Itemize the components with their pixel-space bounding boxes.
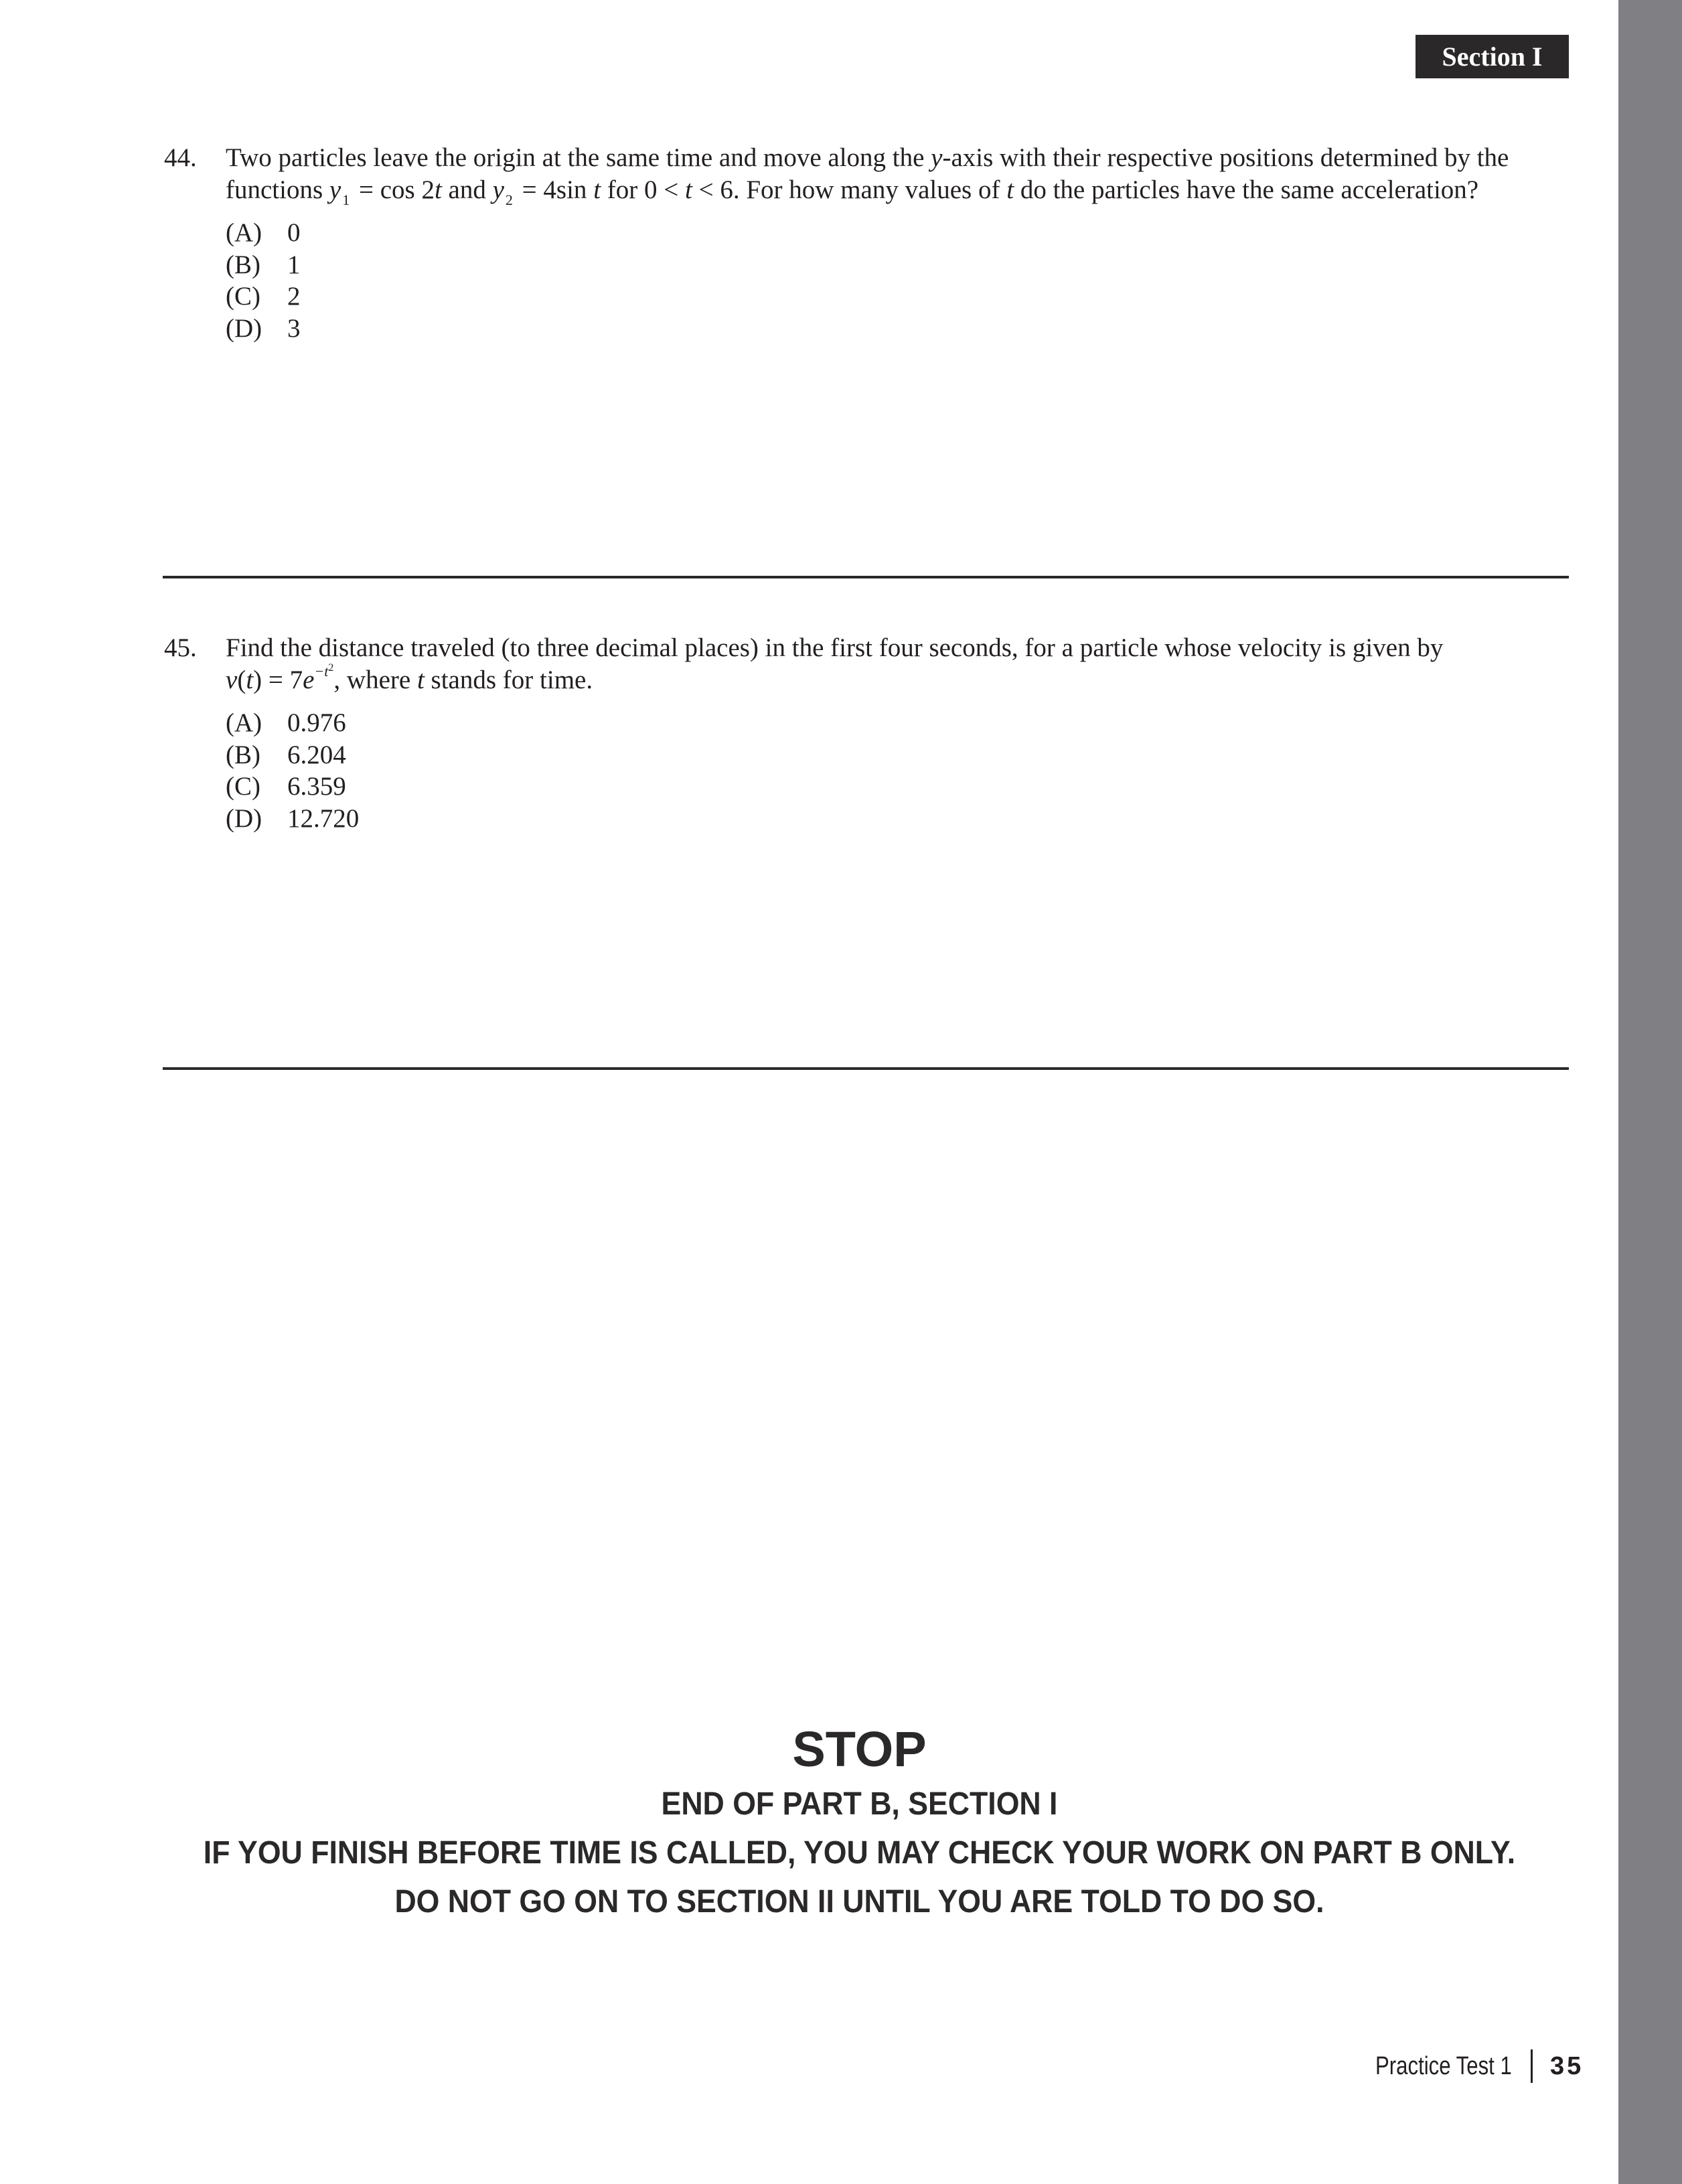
stop-title: STOP (792, 1721, 927, 1777)
text-segment: , where (333, 666, 417, 694)
choice-a[interactable] (226, 217, 1570, 249)
math-subscript: 2 (505, 191, 513, 208)
question-text (226, 632, 1572, 696)
choice-letter: (D) (226, 803, 262, 833)
math-variable: t (1006, 175, 1014, 204)
math-variable: t (593, 175, 601, 204)
question-line-1: Find the distance traveled (to three decimal places) in the first four seconds, for a particle whose velocity is given by (226, 633, 1444, 662)
choice-value: 0.976 (287, 708, 346, 737)
answer-choices (226, 217, 1570, 344)
question-line-2 (226, 664, 1572, 696)
text-segment: for 0 < (601, 175, 686, 204)
choice-letter: (B) (226, 740, 260, 769)
end-of-part-notice: END OF PART B, SECTION I (661, 1786, 1058, 1822)
text-segment: ( (237, 666, 246, 694)
question-45 (164, 632, 1570, 834)
question-number: 44. (164, 143, 197, 172)
footer-label: Practice Test 1 (1375, 2051, 1512, 2080)
exponent-power: 2 (328, 662, 334, 674)
choice-a[interactable] (226, 707, 1570, 739)
math-variable: t (434, 175, 442, 204)
question-text (226, 142, 1572, 206)
page-footer (1375, 2046, 1584, 2086)
text-segment: do the particles have the same acceleration? (1014, 175, 1479, 204)
text-segment: Two particles leave the origin at the same time and move along the (226, 143, 931, 172)
do-not-continue-notice: DO NOT GO ON TO SECTION II UNTIL YOU ARE TOLD TO DO SO. (394, 1884, 1324, 1920)
choice-letter: (D) (226, 313, 262, 343)
choice-value: 6.204 (287, 740, 346, 769)
divider-rule (163, 1067, 1569, 1070)
text-segment: = 4sin (515, 175, 594, 204)
choice-value: 12.720 (287, 803, 360, 833)
choice-letter: (B) (226, 250, 260, 279)
question-line-2 (226, 174, 1572, 206)
page-edge-bar (1618, 0, 1682, 2184)
math-variable: y (492, 175, 504, 204)
choice-value: 2 (287, 282, 301, 311)
text-segment: = cos 2 (352, 175, 435, 204)
text-segment: ) = 7 (253, 666, 303, 694)
math-variable: y (931, 143, 943, 172)
divider-rule (163, 576, 1569, 578)
page-number: 35 (1550, 2051, 1584, 2080)
choice-b[interactable] (226, 739, 1570, 771)
text-segment: stands for time. (424, 666, 593, 694)
choice-letter: (C) (226, 772, 260, 801)
choice-value: 1 (287, 250, 301, 279)
choice-d[interactable] (226, 313, 1570, 345)
math-subscript: 1 (342, 191, 350, 208)
math-variable: v (226, 666, 238, 694)
text-segment: < 6. For how many values of (692, 175, 1007, 204)
math-variable: t (246, 666, 254, 694)
text-segment: functions (226, 175, 329, 204)
question-line-1 (226, 142, 1572, 174)
section-tab: Section I (1416, 35, 1569, 78)
math-variable: t (685, 175, 692, 204)
text-segment: and (441, 175, 493, 204)
text-segment: -axis with their respective positions determined by the (942, 143, 1509, 172)
choice-b[interactable] (226, 249, 1570, 281)
choice-value: 0 (287, 218, 301, 247)
stop-notice (0, 1719, 1618, 1926)
check-work-notice: IF YOU FINISH BEFORE TIME IS CALLED, YOU MAY CHECK YOUR WORK ON PART B ONLY. (203, 1835, 1516, 1871)
math-exponent (314, 663, 333, 680)
math-variable: t (416, 666, 425, 694)
choice-letter: (A) (226, 218, 262, 247)
choice-c[interactable] (226, 281, 1570, 313)
choice-letter: (C) (226, 282, 260, 311)
math-variable: y (329, 175, 341, 204)
question-number: 45. (164, 633, 197, 662)
footer-divider (1531, 2049, 1533, 2083)
choice-letter: (A) (226, 708, 262, 737)
exponent-base: −t (314, 663, 329, 680)
math-variable: e (303, 666, 315, 694)
question-44 (164, 142, 1570, 344)
choice-value: 6.359 (287, 772, 346, 801)
answer-choices (226, 707, 1570, 834)
choice-d[interactable] (226, 803, 1570, 835)
choice-c[interactable] (226, 771, 1570, 803)
choice-value: 3 (287, 313, 301, 343)
